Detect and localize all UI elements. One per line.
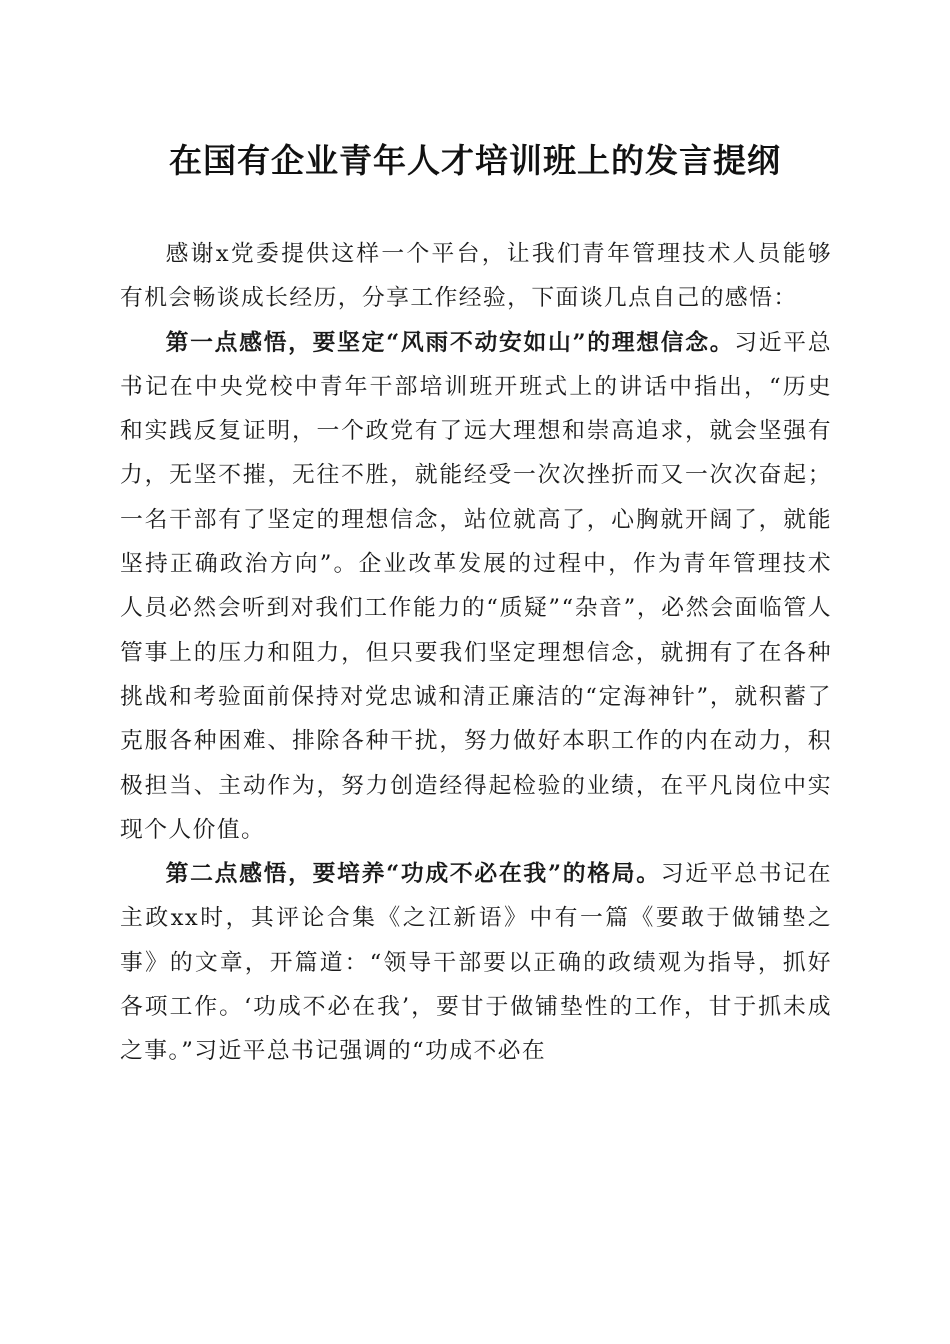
paragraph-text: 习近平总书记在主政xx时，其评论合集《之江新语》中有一篇《要敢于做铺垫之事》的文章，开篇道：“领导干部要以正确的政绩观为指导，抓好各项工作。‘功成不必在我’，要甘于做铺垫性的工作，甘于抓未成之事。”习近平总书记强调的“功成不必在 xyxy=(120,861,832,1065)
paragraph-text: 习近平总书记在中央党校中青年干部培训班开班式上的讲话中指出，“历史和实践反复证明，一个政党有了远大理想和崇高追求，就会坚强有力，无坚不摧，无往不胜，就能经受一次次挫折而又一次次奋起；一名干部有了坚定的理想信念，站位就高了，心胸就开阔了，就能坚持正确政治方向”。企业改革发展的过程中，作为青年管理技术人员必然会听到对我们工作能力的“质疑”“杂音”，必然会面临管人管事上的压力和阻力，但只要我们坚定理想信念，就拥有了在各种挑战和考验面前保持对党忠诚和清正廉洁的“定海神针”，就积蓄了克服各种困难、排除各种干扰，努力做好本职工作的内在动力，积极担当、主动作为，努力创造经得起检验的业绩，在平凡岗位中实现个人价值。 xyxy=(120,329,833,843)
paragraph-intro xyxy=(120,232,832,321)
document-title: 在国有企业青年人才培训班上的发言提纲 xyxy=(169,141,781,180)
paragraph-point-two xyxy=(120,852,832,1073)
paragraph-point-one xyxy=(120,321,832,853)
paragraph-text: 感谢x党委提供这样一个平台，让我们青年管理技术人员能够有机会畅谈成长经历，分享工作经验，下面谈几点自己的感悟： xyxy=(120,241,832,312)
paragraph-lead: 第二点感悟，要培养“功成不必在我”的格局。 xyxy=(165,861,661,888)
document-body xyxy=(120,232,832,1074)
paragraph-lead: 第一点感悟，要坚定“风雨不动安如山”的理想信念。 xyxy=(165,329,735,356)
